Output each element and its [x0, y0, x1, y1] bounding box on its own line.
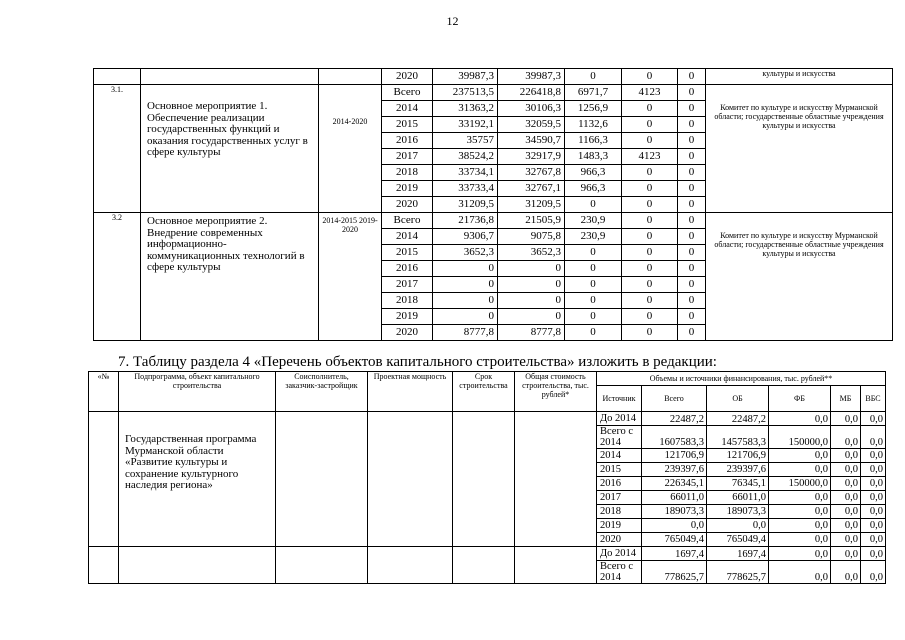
capital-construction-table — [88, 371, 886, 584]
mb-cell: 0,0 — [831, 491, 861, 505]
executor-cell: Комитет по культуре и искусству Мурманской области; государственные областные учреждения культуры и искусства — [706, 85, 893, 213]
mb-cell: 0 — [622, 213, 678, 229]
total-cell: 35757 — [433, 133, 498, 149]
table-row — [89, 547, 886, 561]
total-cell: 21736,8 — [433, 213, 498, 229]
mb-cell: 0 — [622, 69, 678, 85]
source-cell: 2018 — [597, 505, 642, 519]
fb-cell: 0,0 — [769, 463, 831, 477]
table-row — [94, 213, 893, 229]
fb-cell: 0,0 — [769, 547, 831, 561]
year-cell: 2020 — [382, 197, 433, 213]
vbs-cell: 0 — [678, 309, 706, 325]
mb-cell: 0 — [622, 309, 678, 325]
fb-cell: 0 — [565, 69, 622, 85]
ob-cell: 778625,7 — [707, 561, 769, 584]
fb-cell: 0 — [565, 325, 622, 341]
vbs-cell: 0,0 — [861, 426, 886, 449]
row-number-cell: 3.2 — [94, 213, 141, 341]
mb-cell: 0,0 — [831, 449, 861, 463]
fb-cell: 1483,3 — [565, 149, 622, 165]
fb-cell: 230,9 — [565, 213, 622, 229]
ob-cell: 30106,3 — [498, 101, 565, 117]
ob-cell: 32767,8 — [498, 165, 565, 181]
total-cell: 33192,1 — [433, 117, 498, 133]
fb-cell: 0,0 — [769, 491, 831, 505]
source-cell: 2017 — [597, 491, 642, 505]
year-cell: 2014 — [382, 101, 433, 117]
total-cell: 765049,4 — [642, 533, 707, 547]
ob-cell: 189073,3 — [707, 505, 769, 519]
year-cell: 2018 — [382, 293, 433, 309]
ob-cell: 765049,4 — [707, 533, 769, 547]
vbs-header: ВБС — [861, 386, 886, 412]
total-cell: 189073,3 — [642, 505, 707, 519]
vbs-cell: 0 — [678, 325, 706, 341]
table-row — [94, 69, 893, 85]
total-cell: 0 — [433, 293, 498, 309]
ob-cell: 0 — [498, 293, 565, 309]
fb-cell: 966,3 — [565, 165, 622, 181]
executor-cell — [276, 412, 368, 547]
total-cell: 66011,0 — [642, 491, 707, 505]
fb-cell: 0 — [565, 309, 622, 325]
total-cell: 8777,8 — [433, 325, 498, 341]
mb-cell: 0 — [622, 325, 678, 341]
section-heading: 7. Таблицу раздела 4 «Перечень объектов капитального строительства» изложить в редакции: — [118, 354, 717, 370]
num-cell — [89, 547, 119, 584]
cost-cell — [515, 412, 597, 547]
vbs-cell: 0 — [678, 293, 706, 309]
activity-name-cell: Основное мероприятие 1. Обеспечение реализации государственных функций и оказания государственных услуг в сфере культуры — [141, 85, 319, 213]
total-cell: 239397,6 — [642, 463, 707, 477]
mb-cell: 4123 — [622, 85, 678, 101]
year-cell: 2019 — [382, 181, 433, 197]
vbs-cell: 0,0 — [861, 477, 886, 491]
term-cell — [453, 412, 515, 547]
vbs-cell: 0 — [678, 69, 706, 85]
mb-cell: 0 — [622, 117, 678, 133]
total-cell: 33733,4 — [433, 181, 498, 197]
total-cell: 38524,2 — [433, 149, 498, 165]
ob-cell: 121706,9 — [707, 449, 769, 463]
year-cell: 2020 — [382, 69, 433, 85]
source-cell: До 2014 — [597, 547, 642, 561]
mb-cell: 0 — [622, 101, 678, 117]
fb-cell: 0 — [565, 261, 622, 277]
fb-cell: 150000,0 — [769, 477, 831, 491]
vbs-cell: 0,0 — [861, 463, 886, 477]
year-cell: 2020 — [382, 325, 433, 341]
program-name-cell: Государственная программа Мурманской области «Развитие культуры и сохранение культурного наследия региона» — [119, 412, 276, 547]
fb-cell: 150000,0 — [769, 426, 831, 449]
period-cell: 2014-2020 — [319, 85, 382, 213]
program-name-cell — [119, 547, 276, 584]
vbs-cell: 0,0 — [861, 547, 886, 561]
total-cell: 237513,5 — [433, 85, 498, 101]
total-cell: 31363,2 — [433, 101, 498, 117]
mb-cell: 0,0 — [831, 505, 861, 519]
ob-cell: 0,0 — [707, 519, 769, 533]
ob-cell: 3652,3 — [498, 245, 565, 261]
ob-cell: 21505,9 — [498, 213, 565, 229]
ob-cell: 226418,8 — [498, 85, 565, 101]
fb-cell: 0,0 — [769, 449, 831, 463]
row-number-cell: 3.1. — [94, 85, 141, 213]
year-cell: 2016 — [382, 261, 433, 277]
ob-cell: 9075,8 — [498, 229, 565, 245]
vbs-cell: 0 — [678, 181, 706, 197]
page-number: 12 — [446, 14, 459, 28]
vbs-cell: 0 — [678, 261, 706, 277]
mb-cell: 0,0 — [831, 533, 861, 547]
mb-cell: 0 — [622, 261, 678, 277]
year-cell: Всего — [382, 213, 433, 229]
vbs-cell: 0 — [678, 277, 706, 293]
total-cell: 778625,7 — [642, 561, 707, 584]
year-cell: 2017 — [382, 149, 433, 165]
ob-cell: 34590,7 — [498, 133, 565, 149]
mb-cell: 0,0 — [831, 477, 861, 491]
vbs-cell: 0 — [678, 149, 706, 165]
mb-cell: 0 — [622, 133, 678, 149]
mb-cell: 4123 — [622, 149, 678, 165]
header-row — [89, 372, 886, 386]
vbs-cell: 0 — [678, 101, 706, 117]
fb-cell: 0 — [565, 245, 622, 261]
mb-cell: 0 — [622, 245, 678, 261]
period-cell — [319, 69, 382, 85]
vbs-cell: 0 — [678, 165, 706, 181]
mb-cell: 0 — [622, 165, 678, 181]
vbs-cell: 0 — [678, 229, 706, 245]
ob-cell: 32059,5 — [498, 117, 565, 133]
total-cell: 39987,3 — [433, 69, 498, 85]
year-cell: 2019 — [382, 309, 433, 325]
ob-cell: 39987,3 — [498, 69, 565, 85]
ob-header: ОБ — [707, 386, 769, 412]
term-header: Срок строительства — [453, 372, 515, 412]
vbs-cell: 0,0 — [861, 491, 886, 505]
mb-cell: 0,0 — [831, 412, 861, 426]
vbs-cell: 0,0 — [861, 449, 886, 463]
capacity-cell — [368, 412, 453, 547]
mb-header: МБ — [831, 386, 861, 412]
mb-cell: 0 — [622, 277, 678, 293]
fb-cell: 1132,6 — [565, 117, 622, 133]
fb-cell: 230,9 — [565, 229, 622, 245]
num-cell — [89, 412, 119, 547]
ob-cell: 0 — [498, 277, 565, 293]
source-cell: 2015 — [597, 463, 642, 477]
ob-cell: 1457583,3 — [707, 426, 769, 449]
source-cell: 2020 — [597, 533, 642, 547]
fb-cell: 0,0 — [769, 505, 831, 519]
fb-cell: 0,0 — [769, 533, 831, 547]
vbs-cell: 0 — [678, 213, 706, 229]
executor-cell: Комитет по культуре и искусству Мурманской области; государственные областные учреждения культуры и искусства — [706, 213, 893, 341]
mb-cell: 0 — [622, 197, 678, 213]
cost-cell — [515, 547, 597, 584]
ob-cell: 8777,8 — [498, 325, 565, 341]
capacity-cell — [368, 547, 453, 584]
cost-header: Общая стоимость строительства, тыс. рублей* — [515, 372, 597, 412]
subprogram-header: Подпрограмма, объект капитального строительства — [119, 372, 276, 412]
total-cell: 0 — [433, 261, 498, 277]
mb-cell: 0 — [622, 293, 678, 309]
year-cell: 2015 — [382, 245, 433, 261]
mb-cell: 0 — [622, 181, 678, 197]
fb-cell: 0,0 — [769, 561, 831, 584]
total-cell: 0 — [433, 277, 498, 293]
period-cell: 2014-2015 2019-2020 — [319, 213, 382, 341]
total-cell: 0 — [433, 309, 498, 325]
ob-cell: 66011,0 — [707, 491, 769, 505]
ob-cell: 76345,1 — [707, 477, 769, 491]
activity-name-cell — [141, 69, 319, 85]
mb-cell: 0 — [622, 229, 678, 245]
total-cell: 1607583,3 — [642, 426, 707, 449]
vbs-cell: 0,0 — [861, 561, 886, 584]
activity-name-cell: Основное мероприятие 2. Внедрение современных информационно-коммуникационных технологий в сфере культуры — [141, 213, 319, 341]
source-header: Источник — [597, 386, 642, 412]
total-cell: 3652,3 — [433, 245, 498, 261]
executor-cell — [276, 547, 368, 584]
ob-cell: 1697,4 — [707, 547, 769, 561]
table-row — [89, 412, 886, 426]
vbs-cell: 0 — [678, 85, 706, 101]
fb-cell: 1256,9 — [565, 101, 622, 117]
fb-cell: 6971,7 — [565, 85, 622, 101]
executor-cell: культуры и искусства — [706, 69, 893, 85]
capacity-header: Проектная мощность — [368, 372, 453, 412]
vbs-cell: 0 — [678, 117, 706, 133]
row-number-cell — [94, 69, 141, 85]
year-cell: 2016 — [382, 133, 433, 149]
source-cell: 2019 — [597, 519, 642, 533]
year-cell: 2014 — [382, 229, 433, 245]
mb-cell: 0,0 — [831, 561, 861, 584]
ob-cell: 32917,9 — [498, 149, 565, 165]
executor-header: Соисполнитель, заказчик-застройщик — [276, 372, 368, 412]
total-cell: 0,0 — [642, 519, 707, 533]
total-cell: 1697,4 — [642, 547, 707, 561]
fb-cell: 0,0 — [769, 412, 831, 426]
vbs-cell: 0,0 — [861, 505, 886, 519]
ob-cell: 32767,1 — [498, 181, 565, 197]
total-cell: 121706,9 — [642, 449, 707, 463]
fb-cell: 0,0 — [769, 519, 831, 533]
mb-cell: 0,0 — [831, 547, 861, 561]
ob-cell: 239397,6 — [707, 463, 769, 477]
table-row — [94, 85, 893, 101]
fb-cell: 0 — [565, 277, 622, 293]
total-cell: 33734,1 — [433, 165, 498, 181]
fb-header: ФБ — [769, 386, 831, 412]
ob-cell: 0 — [498, 261, 565, 277]
fb-cell: 966,3 — [565, 181, 622, 197]
mb-cell: 0,0 — [831, 519, 861, 533]
total-cell: 22487,2 — [642, 412, 707, 426]
total-cell: 9306,7 — [433, 229, 498, 245]
vbs-cell: 0,0 — [861, 519, 886, 533]
source-cell: 2016 — [597, 477, 642, 491]
total-header: Всего — [642, 386, 707, 412]
fb-cell: 0 — [565, 293, 622, 309]
vbs-cell: 0 — [678, 133, 706, 149]
year-cell: 2018 — [382, 165, 433, 181]
vbs-cell: 0 — [678, 245, 706, 261]
funding-header: Объемы и источники финансирования, тыс. рублей** — [597, 372, 886, 386]
mb-cell: 0,0 — [831, 463, 861, 477]
year-cell: Всего — [382, 85, 433, 101]
year-cell: 2017 — [382, 277, 433, 293]
year-cell: 2015 — [382, 117, 433, 133]
fb-cell: 0 — [565, 197, 622, 213]
source-cell: До 2014 — [597, 412, 642, 426]
term-cell — [453, 547, 515, 584]
num-header: «№ — [89, 372, 119, 412]
total-cell: 226345,1 — [642, 477, 707, 491]
vbs-cell: 0,0 — [861, 533, 886, 547]
vbs-cell: 0,0 — [861, 412, 886, 426]
source-cell: 2014 — [597, 449, 642, 463]
ob-cell: 0 — [498, 309, 565, 325]
source-cell: Всего с 2014 — [597, 561, 642, 584]
fb-cell: 1166,3 — [565, 133, 622, 149]
ob-cell: 31209,5 — [498, 197, 565, 213]
ob-cell: 22487,2 — [707, 412, 769, 426]
financing-table-continued — [93, 68, 893, 341]
vbs-cell: 0 — [678, 197, 706, 213]
source-cell: Всего с 2014 — [597, 426, 642, 449]
total-cell: 31209,5 — [433, 197, 498, 213]
mb-cell: 0,0 — [831, 426, 861, 449]
